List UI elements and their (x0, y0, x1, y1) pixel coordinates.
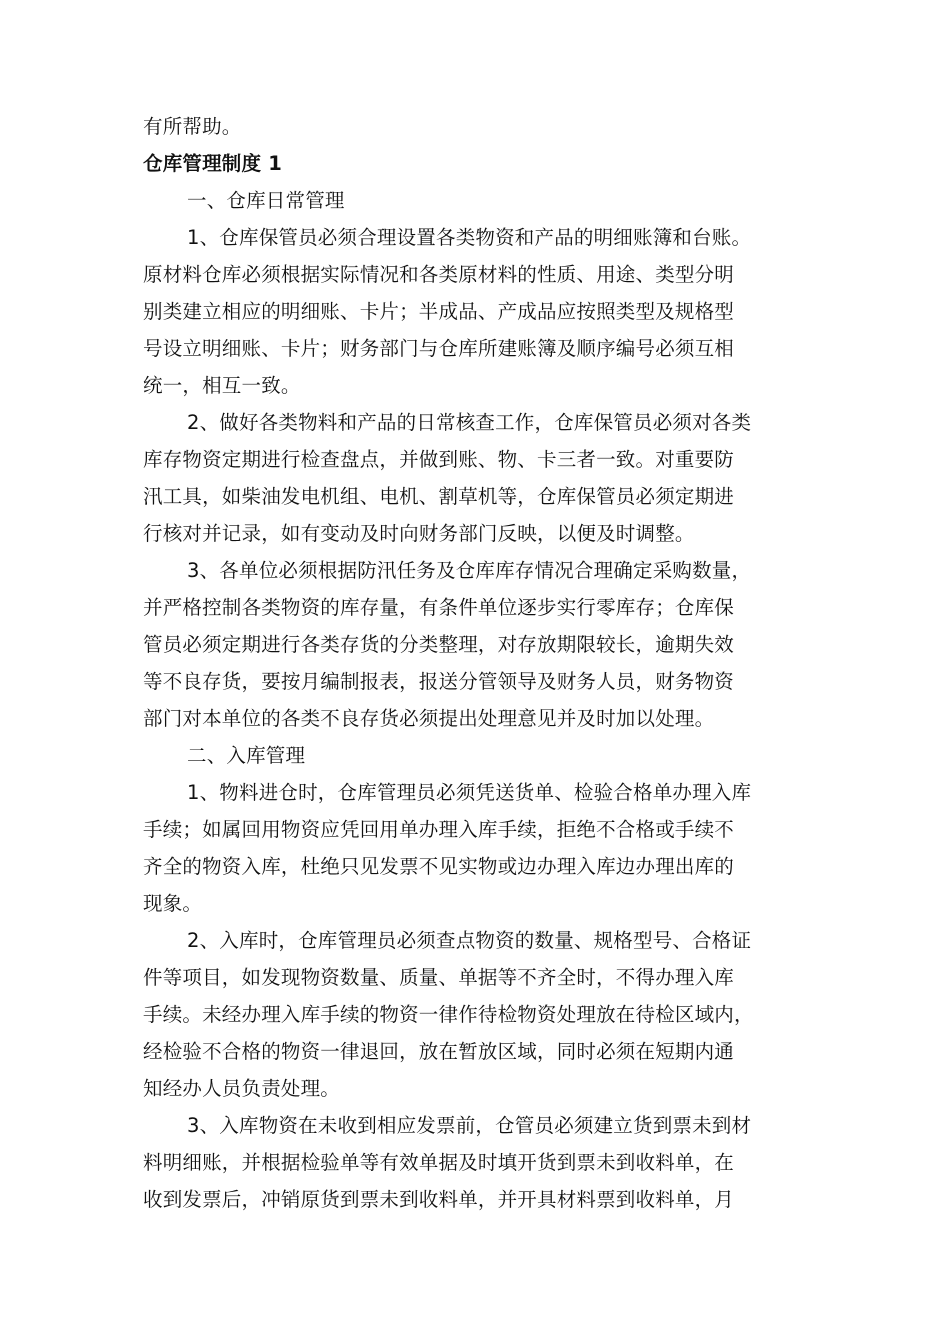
text-line: 管员必须定期进行各类存货的分类整理，对存放期限较长，逾期失效 (143, 633, 735, 656)
text-line: 收到发票后，冲销原货到票未到收料单，并开具材料票到收料单，月 (143, 1188, 735, 1211)
text-line: 行核对并记录，如有变动及时向财务部门反映，以便及时调整。 (143, 522, 695, 545)
text-line: 2、入库时，仓库管理员必须查点物资的数量、规格型号、合格证 (187, 929, 752, 952)
text-line: 等不良存货，要按月编制报表，报送分管领导及财务人员，财务物资 (143, 670, 735, 693)
text-line: 手续；如属回用物资应凭回用单办理入库手续，拒绝不合格或手续不 (143, 818, 735, 841)
text-line: 料明细账，并根据检验单等有效单据及时填开货到票未到收料单，在 (143, 1151, 735, 1174)
text-line: 统一，相互一致。 (143, 374, 301, 397)
text-line: 库存物资定期进行检查盘点，并做到账、物、卡三者一致。对重要防 (143, 448, 735, 471)
text-line: 原材料仓库必须根据实际情况和各类原材料的性质、用途、类型分明 (143, 263, 735, 286)
text-line: 并严格控制各类物资的库存量，有条件单位逐步实行零库存；仓库保 (143, 596, 735, 619)
text-line: 现象。 (143, 892, 203, 915)
section-heading: 仓库管理制度 1 (143, 152, 282, 175)
text-line: 手续。未经办理入库手续的物资一律作待检物资处理放在待检区域内， (143, 1003, 754, 1026)
text-line: 一、仓库日常管理 (187, 189, 345, 212)
text-line: 件等项目，如发现物资数量、质量、单据等不齐全时，不得办理入库 (143, 966, 735, 989)
text-line: 1、物料进仓时，仓库管理员必须凭送货单、检验合格单办理入库 (187, 781, 752, 804)
text-line: 经检验不合格的物资一律退回，放在暂放区域，同时必须在短期内通 (143, 1040, 735, 1063)
text-line: 2、做好各类物料和产品的日常核查工作，仓库保管员必须对各类 (187, 411, 752, 434)
text-line: 别类建立相应的明细账、卡片；半成品、产成品应按照类型及规格型 (143, 300, 735, 323)
text-line: 二、入库管理 (187, 744, 306, 767)
text-line: 部门对本单位的各类不良存货必须提出处理意见并及时加以处理。 (143, 707, 715, 730)
text-line: 有所帮助。 (143, 115, 242, 138)
text-line: 1、仓库保管员必须合理设置各类物资和产品的明细账簿和台账。 (187, 226, 752, 249)
text-line: 号设立明细账、卡片；财务部门与仓库所建账簿及顺序编号必须互相 (143, 337, 735, 360)
text-line: 知经办人员负责处理。 (143, 1077, 341, 1100)
text-line: 汛工具，如柴油发电机组、电机、割草机等，仓库保管员必须定期进 (143, 485, 735, 508)
document-page (143, 108, 815, 1218)
text-line: 3、各单位必须根据防汛任务及仓库库存情况合理确定采购数量， (187, 559, 752, 582)
text-line: 齐全的物资入库，杜绝只见发票不见实物或边办理入库边办理出库的 (143, 855, 735, 878)
text-line: 3、入库物资在未收到相应发票前，仓管员必须建立货到票未到材 (187, 1114, 752, 1137)
